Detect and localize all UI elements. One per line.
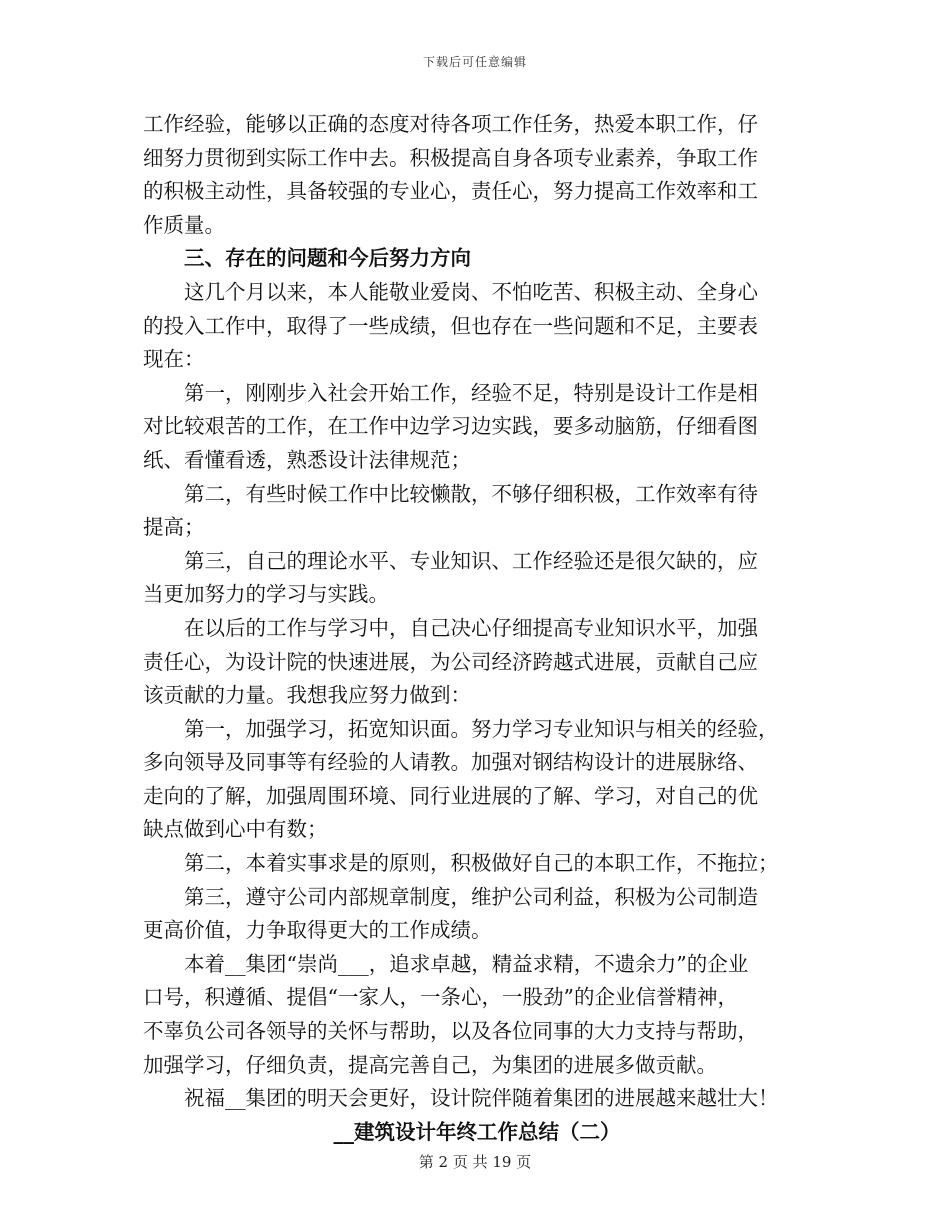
text-line: 工作经验，能够以正确的态度对待各项工作任务，热爱本职工作，仔: [143, 112, 758, 136]
text-line: 对比较艰苦的工作，在工作中边学习边实践，要多动脑筋，仔细看图: [143, 414, 758, 439]
text-line: 第二，本着实事求是的原则，积极做好自己的本职工作，不拖拉；: [184, 851, 779, 876]
text-line: 细努力贯彻到实际工作中去。积极提高自身各项专业素养，争取工作: [143, 145, 758, 170]
text-line: 责任心，为设计院的快速进展，为公司经济跨越式进展，贡献自己应: [143, 649, 758, 674]
text-line: 纸、看懂看透，熟悉设计法律规范；: [143, 447, 471, 472]
header-note: 下载后可任意编辑: [422, 55, 527, 69]
text-line: 口号，积遵循、提倡“一家人，一条心，一股劲”的企业信誉精神，: [143, 985, 738, 1010]
text-line: 加强学习，仔细负责，提高完善自己，为集团的进展多做贡献。: [143, 1052, 717, 1077]
text-line: 走向的了解，加强周围环境、同行业进展的了解、学习，对自己的优: [143, 783, 758, 808]
text-line: 不辜负公司各领导的关怀与帮助，以及各位同事的大力支持与帮助，: [143, 1019, 758, 1044]
text-line: 更高价值，力争取得更大的工作成绩。: [143, 918, 492, 943]
text-line: 本着__集团“崇尚___，追求卓越，精益求精，不遗余力”的企业: [184, 951, 749, 976]
text-line: 这几个月以来，本人能敬业爱岗、不怕吃苦、积极主动、全身心: [184, 279, 758, 304]
document-body: [143, 108, 811, 1149]
text-line: 当更加努力的学习与实践。: [143, 582, 389, 607]
text-line: 第三，遵守公司内部规章制度，维护公司利益，积极为公司制造: [184, 884, 758, 909]
text-line: 的积极主动性，具备较强的专业心，责任心，努力提高工作效率和工: [143, 179, 758, 204]
text-line: 祝福__集团的明天会更好，设计院伴随着集团的进展越来越壮大！: [184, 1086, 779, 1111]
text-line: 在以后的工作与学习中，自己决心仔细提高专业知识水平，加强: [184, 615, 758, 640]
text-line: 该贡献的力量。我想我应努力做到：: [143, 683, 471, 708]
page-number: 第 2 页 共 19 页: [418, 1153, 532, 1171]
text-line: 现在：: [143, 347, 205, 372]
text-line: 第二，有些时候工作中比较懒散，不够仔细积极，工作效率有待: [184, 481, 758, 506]
text-line: 的投入工作中，取得了一些成绩，但也存在一些问题和不足，主要表: [143, 313, 758, 338]
section-heading: 三、存在的问题和今后努力方向: [184, 246, 471, 271]
text-line: 第一，刚刚步入社会开始工作，经验不足，特别是设计工作是相: [184, 380, 758, 405]
text-line: 缺点做到心中有数；: [143, 817, 328, 842]
text-line: 作质量。: [143, 212, 225, 237]
text-line: 多向领导及同事等有经验的人请教。加强对钢结构设计的进展脉络、: [143, 750, 758, 775]
text-line: 第三，自己的理论水平、专业知识、工作经验还是很欠缺的，应: [184, 548, 758, 573]
text-line: 提高；: [143, 515, 205, 540]
document-title: __建筑设计年终工作总结（二）: [333, 1119, 621, 1144]
text-line: 第一，加强学习，拓宽知识面。努力学习专业知识与相关的经验，: [184, 716, 779, 741]
